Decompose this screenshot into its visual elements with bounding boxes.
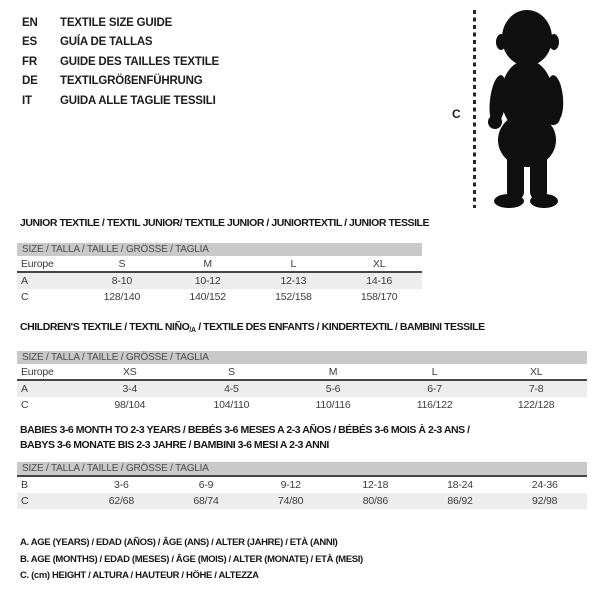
column-header: Europe — [21, 365, 54, 378]
cell: 3-6 — [114, 479, 129, 491]
cell: 104/110 — [213, 399, 250, 411]
row-label: A — [21, 383, 28, 395]
language-row-fr — [22, 52, 219, 72]
cell: 152/158 — [275, 291, 312, 303]
height-measure-label: C — [452, 107, 461, 121]
row-label: C — [21, 495, 29, 507]
column-header: S — [118, 257, 126, 270]
cell: 92/98 — [532, 495, 558, 507]
size-header-bar: SIZE / TALLA / TAILLE / GRÖSSE / TAGLIA — [17, 243, 422, 256]
language-title: GUIDE DES TAILLES TEXTILE — [60, 55, 219, 68]
babies-size-table — [17, 462, 587, 509]
children-size-table — [17, 351, 587, 413]
cell: 128/140 — [103, 291, 141, 303]
cell: 8-10 — [111, 275, 132, 287]
column-header: L — [290, 257, 297, 270]
column-header: Europe — [21, 257, 54, 270]
column-header: S — [227, 365, 235, 378]
cell: 68/74 — [193, 495, 219, 507]
row-label: C — [21, 399, 29, 411]
language-code: IT — [22, 94, 32, 107]
size-header-bar: SIZE / TALLA / TAILLE / GRÖSSE / TAGLIA — [17, 351, 587, 364]
table-row — [17, 493, 587, 509]
language-code: DE — [22, 75, 38, 88]
table-row — [17, 289, 422, 305]
cell: 98/104 — [114, 399, 146, 411]
legend-notes — [20, 537, 363, 587]
baby-silhouette-icon — [480, 8, 572, 210]
cell: 158/170 — [360, 291, 398, 303]
language-title: GUÍA DE TALLAS — [60, 36, 153, 49]
language-title: TEXTILGRÖßENFÜHRUNG — [60, 75, 203, 88]
cell: 3-4 — [122, 383, 138, 395]
row-label: C — [21, 291, 29, 303]
cell: 12-13 — [280, 275, 307, 287]
junior-size-table — [17, 243, 422, 305]
cell: 110/116 — [315, 399, 351, 411]
language-title: TEXTILE SIZE GUIDE — [60, 16, 173, 29]
cell: 80/86 — [362, 495, 388, 507]
language-title: GUIDA ALLE TAGLIE TESSILI — [60, 94, 216, 107]
cell: 4-5 — [224, 383, 239, 395]
children-column-header-row — [17, 364, 587, 381]
cell: 24-36 — [531, 479, 558, 491]
size-header-bar: SIZE / TALLA / TAILLE / GRÖSSE / TAGLIA — [17, 462, 587, 477]
cell: 122/128 — [517, 399, 555, 411]
column-header: L — [431, 365, 438, 378]
babies-title-line2: BABYS 3-6 MONATE BIS 2-3 JAHRE / BAMBINI 3-6 MESI A 2-3 ANNI — [20, 439, 329, 451]
language-code: ES — [22, 36, 37, 49]
babies-title-line1: BABIES 3-6 MONTH TO 2-3 YEARS / BEBÉS 3-6 MESES A 2-3 AÑOS / BÉBÉS 3-6 MOIS À 2-3 ANS / — [20, 424, 470, 436]
note-height-cm: C. (cm) HEIGHT / ALTURA / HAUTEUR / HÖHE / ALTEZZA — [20, 570, 259, 581]
cell: 6-9 — [198, 479, 214, 491]
column-header: XS — [122, 365, 137, 378]
column-header: M — [328, 365, 338, 378]
junior-column-header-row — [17, 256, 422, 273]
cell: 10-12 — [194, 275, 221, 287]
children-title-pre: CHILDREN'S TEXTILE / TEXTIL NIÑO — [20, 321, 190, 333]
language-list — [22, 13, 219, 111]
cell: 7-8 — [528, 383, 544, 395]
language-code: EN — [22, 16, 38, 29]
cell: 6-7 — [427, 383, 442, 395]
table-row — [17, 381, 587, 397]
column-header: XL — [529, 365, 543, 378]
cell: 14-16 — [366, 275, 393, 287]
table-row — [17, 397, 587, 413]
cell: 62/68 — [108, 495, 134, 507]
note-age-months: B. AGE (MONTHS) / EDAD (MESES) / ÂGE (MOIS) / ALTER (MONATE) / ETÀ (MESI) — [20, 553, 363, 565]
cell: 5-6 — [325, 383, 341, 395]
column-header: XL — [372, 257, 386, 270]
height-measure-dotted-line — [473, 10, 476, 208]
cell: 18-24 — [447, 479, 473, 491]
cell: 116/122 — [416, 399, 453, 411]
cell: 74/80 — [278, 495, 304, 507]
junior-section-title: JUNIOR TEXTILE / TEXTIL JUNIOR/ TEXTILE JUNIOR / JUNIORTEXTIL / JUNIOR TESSILE — [20, 217, 430, 229]
language-row-it — [22, 91, 219, 111]
table-row — [17, 477, 587, 493]
row-label: B — [21, 479, 28, 491]
language-code: FR — [22, 55, 37, 68]
language-row-en — [22, 13, 219, 33]
children-section-title — [20, 321, 485, 334]
note-age-years: A. AGE (YEARS) / EDAD (AÑOS) / ÂGE (ANS) / ALTER (JAHRE) / ETÀ (ANNI) — [20, 537, 338, 548]
children-title-post: / TEXTILE DES ENFANTS / KINDERTEXTIL / BAMBINI TESSILE — [195, 321, 485, 333]
language-row-de — [22, 72, 219, 92]
babies-section-title — [20, 423, 470, 453]
language-row-es — [22, 33, 219, 53]
cell: 9-12 — [280, 479, 301, 491]
row-label: A — [21, 275, 28, 287]
cell: 140/152 — [189, 291, 226, 303]
cell: 86/92 — [447, 495, 473, 507]
cell: 12-18 — [362, 479, 389, 491]
column-header: M — [203, 257, 212, 270]
table-row — [17, 273, 422, 289]
children-title-subscript: /A — [189, 327, 196, 334]
